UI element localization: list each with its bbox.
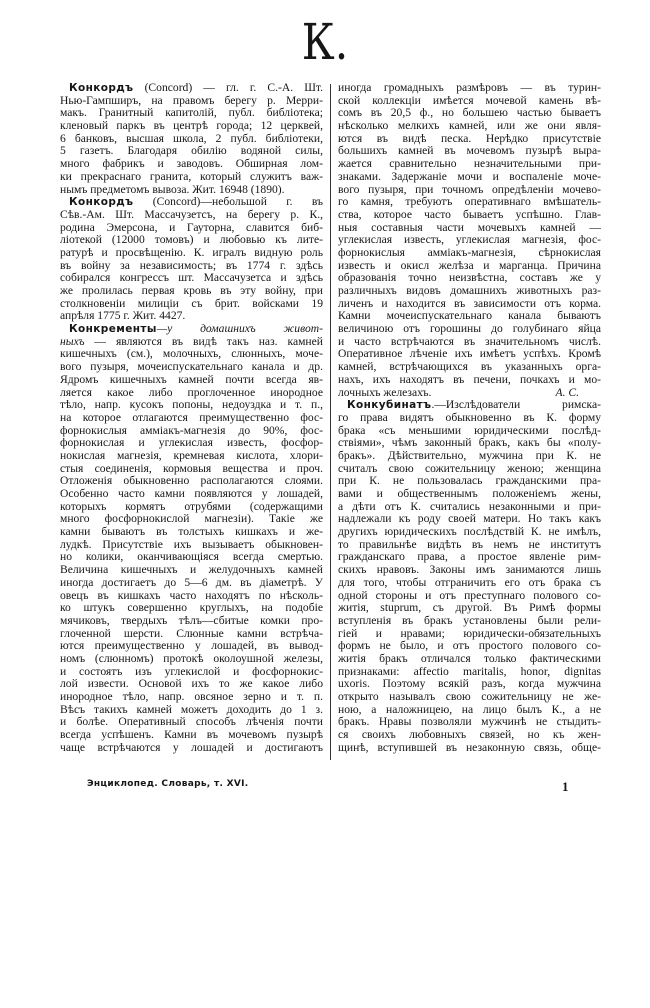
text-line: одной стороны и отъ преступнаго полового со-	[338, 589, 601, 602]
text-line: форнокислыя амміакъ-магнезія, сѣрнокислая	[338, 246, 601, 259]
text-line: стыя соединенія, кормовыя вещества и проч.	[60, 462, 323, 475]
text-line: Ядромъ кишечныхъ камней почти всегда яв-	[60, 373, 323, 386]
text-line: надлежали къ роду своей матери. Но такъ какъ	[338, 513, 601, 526]
text-line: 6 банковъ, высшая школа, 2 публ. библіотеки,	[60, 132, 323, 145]
text-line: овецъ въ кишкахъ часто находятъ по нѣсколь-	[60, 589, 323, 602]
text-line: щинѣ, вступившей въ незаконную связь, обще-	[338, 741, 601, 754]
entry-headword: Конкременты	[69, 323, 157, 336]
text-line: инородное тѣло, напр. овсяное зерно и т. п.	[60, 691, 323, 703]
text-line: Отложенія обыкновенно располагаются слоями.	[60, 475, 323, 488]
author-signature: А. С.	[555, 386, 579, 399]
entry-headword: Конкордъ	[69, 196, 134, 209]
footer-signature-mark: 1	[562, 779, 569, 794]
entry-headword: Конкордъ	[69, 82, 134, 94]
text-line: нымъ предметомъ вывоза. Жит. 16948 (1890).	[60, 183, 285, 196]
text-line: въ войну за независимость; въ 1774 г. здѣсь	[60, 259, 323, 272]
text-line	[60, 323, 323, 336]
right-column	[338, 82, 601, 754]
text-line: форнокислая и углекислая известь, фосфор-	[60, 437, 323, 450]
text-line: житія бракъ отличался только фактическими	[338, 652, 601, 665]
text-line: Сѣв.-Ам. Шт. Массачузетсъ, на берегу р. К.,	[60, 208, 323, 221]
text-segment: —у домашнихъ живот-	[156, 323, 323, 336]
text-line: камни бываютъ въ толстыхъ кишкахъ и же-	[60, 526, 323, 539]
text-line: которыхъ кормятъ отрубями (содержащими	[60, 500, 323, 513]
text-line: вами и общественнымъ положеніемъ жены,	[338, 488, 601, 500]
text-line: брака «съ меньшими юридическими послѣд-	[338, 424, 601, 437]
text-line: известь и окисл желѣза и марганца. Причина	[338, 259, 601, 272]
text-line: собирался конгрессъ шт. Массачузетса и здѣсь	[60, 272, 323, 285]
text-line: ки прекраснаго гранита, который служитъ важ-	[60, 170, 323, 183]
text-line: а дѣти отъ К. считались незаконными и при-	[338, 500, 601, 513]
text-line: открыто называлъ свою сожительницу не же-	[338, 691, 601, 703]
text-line: другихъ юридическихъ послѣдствій К. не имѣлъ,	[338, 526, 601, 539]
text-line: глоченной шерсти. Слюнные камни встрѣча-	[60, 627, 323, 640]
text-line: мячиковъ, твердыхъ тѣлъ—сбитые комки про-	[60, 614, 323, 627]
text-line	[338, 387, 601, 400]
text-segment: (Concord) — гл. г. С.-А. Шт.	[133, 82, 323, 94]
page-header-letter: К.	[301, 13, 349, 71]
text-line: ся своихъ любовныхъ связей, но къ жен-	[338, 729, 601, 742]
text-line: сомъ въ 20,5 ф., но большею частью бываетъ	[338, 107, 601, 120]
text-line: ются преимущественно у лошадей, въ вывод-	[60, 640, 323, 653]
text-line: камней, встрѣчающихся въ указанныхъ орга-	[338, 361, 601, 374]
text-line: Нью-Гампширъ, на правомъ берегу р. Мерри-	[60, 94, 323, 107]
text-line: ляется какое либо проглоченное инородное	[60, 386, 323, 399]
text-line: признаками: affectio maritalis, honor, dignitas	[338, 665, 601, 678]
text-line: образованія точно неизвѣстна, составъ же у	[338, 272, 601, 285]
text-line: иногда громадныхъ размѣровъ — въ турин-	[338, 82, 601, 94]
text-line: апрѣля 1775 г. Жит. 4427.	[60, 310, 186, 323]
text-line: всегда успѣшенъ. Камни въ мочевомъ пузырѣ	[60, 729, 323, 742]
text-line: нокислая магнезія, кремневая кислота, хлори-	[60, 449, 323, 462]
text-line: скихъ нравовъ. Законы имъ занимаются лишь	[338, 564, 601, 577]
text-line: ною, а наложницею, на лицо былъ К., а не	[338, 703, 601, 716]
text-line: ской коллекціи имѣется мочевой камень вѣ-	[338, 94, 601, 107]
text-line: бракъ». Дѣйствительно, мужчина при К. не	[338, 449, 601, 462]
text-line: гіей и нравами; юридически-обязательныхъ	[338, 627, 601, 640]
text-line: углекислая известь, углекислая магнезія, фос-	[338, 234, 601, 247]
text-line: столкновеніи милиціи съ брит. войсками 19	[60, 297, 323, 310]
text-line: го права видятъ обыкновенно въ К. форму	[338, 411, 601, 424]
text-line: считалъ свою сожительницу женою; женщина	[338, 462, 601, 475]
text-line	[338, 399, 601, 412]
text-segment: — являются въ видѣ такъ наз. камней	[84, 335, 323, 348]
text-line: чаще встрѣчаются у лошадей и достигаютъ	[60, 741, 323, 754]
text-line: ства, которое часто бываетъ успѣшно. Глав-	[338, 208, 601, 221]
footer-source: Энциклопед. Словарь, т. XVI.	[87, 779, 249, 789]
text-line: ствіями», чѣмъ законный бракъ, какъ бы «полу-	[338, 437, 601, 450]
text-line: на которое отлагаются преимущественно фос-	[60, 411, 323, 424]
text-line: тѣло, напр. кусокъ попоны, недоуздка и т. п.,	[60, 399, 323, 412]
text-line: личенъ и находится въ зависимости отъ корма.	[338, 297, 601, 310]
text-line: и болѣе. Оперативный способъ лѣченія почти	[60, 716, 323, 729]
text-segment: (Concord)—небольшой г. въ	[133, 196, 323, 209]
text-line: ліотекой (12000 томовъ) и любовью къ лите-	[60, 234, 323, 247]
entry-headword: Конкубинатъ	[347, 399, 432, 412]
text-line: величиною отъ горошины до голубинаго яйца	[338, 323, 601, 336]
text-line: Вѣсъ такихъ камней можетъ доходить до 1 з.	[60, 703, 323, 716]
text-line: форнокислыя амміакъ-магнезія до 90%, фос-	[60, 424, 323, 437]
text-line: много фосфорнокислой магнезіи). Такіе же	[60, 513, 323, 526]
text-line: нѣсколько мелкихъ камней, или же они явля-	[338, 120, 601, 133]
text-line: родина Эмерсона, и Гауторна, славится биб-	[60, 221, 323, 234]
text-line: для того, чтобы отграничить его отъ брака съ	[338, 576, 601, 589]
text-segment: .—Изслѣдователи римска-	[431, 399, 601, 412]
text-line: лудкѣ. Присутствіе ихъ вызываетъ обыкновен-	[60, 538, 323, 551]
text-line: иногда достигаетъ до 5—6 дм. въ діаметрѣ. У	[60, 576, 323, 589]
text-line: много фабрикъ и заводовъ. Обширная лом-	[60, 158, 323, 171]
text-segment: лочныхъ железахъ.	[338, 386, 432, 399]
text-line: бракъ. Нравы позволяли мужчинѣ не стыдить-	[338, 716, 601, 729]
text-line: то правильнѣе видѣть въ немъ не институтъ	[338, 538, 601, 551]
text-line	[60, 82, 323, 95]
text-line: номъ (слюнномъ) протокѣ околоушной железы,	[60, 652, 323, 665]
text-segment: ныхъ	[60, 335, 85, 348]
text-line: кишечныхъ (см.), молочныхъ, слюнныхъ, моче-	[60, 348, 323, 361]
text-line: Камни мочеиспускательнаго канала бываютъ	[338, 310, 601, 323]
text-line: гражданскаго права, а простое явленіе рим-	[338, 551, 601, 564]
text-line: кленовый паркъ въ центрѣ города; 12 церквей,	[60, 120, 323, 133]
text-line: 5 газетъ. Благодаря обилію водяной силы,	[60, 145, 323, 158]
text-line: ныя составныя части мочевыхъ камней —	[338, 221, 601, 234]
text-line: uxoris. Поэтому всякій разъ, когда мужчина	[338, 678, 601, 691]
text-line: но колики, оканчивающіяся всегда смертью.	[60, 551, 323, 564]
text-line: формъ не было, и отъ простого полового со-	[338, 640, 601, 653]
text-line: ко штукъ совершенно круглыхъ, на подобіе	[60, 602, 323, 615]
column-divider	[330, 84, 331, 760]
text-line: и часто встрѣчаются въ значительномъ числѣ.	[338, 335, 601, 348]
text-line: житія, stuprum, съ другой. Въ Римѣ формы	[338, 602, 601, 615]
text-line: при К. не пользовалась гражданскими пра-	[338, 475, 601, 488]
text-line: же пролилась первая кровь въ эту войну, при	[60, 285, 323, 297]
text-line: макъ. Гранитный капитолій, публ. библіотека;	[60, 107, 323, 120]
text-line	[60, 196, 323, 209]
text-line: ются въ видѣ песка. Нерѣдко присутствіе	[338, 132, 601, 145]
text-line: жается сравнительно незначительными при-	[338, 158, 601, 171]
text-line: нахъ, ихъ находятъ въ печени, почкахъ и мо-	[338, 373, 601, 386]
text-line	[60, 336, 323, 349]
text-line: го камня, требуютъ оперативнаго вмѣшатель-	[338, 196, 601, 209]
text-line: Оперативное лѣченіе ихъ имѣетъ успѣхъ. Кромѣ	[338, 348, 601, 361]
left-column	[60, 82, 323, 754]
text-line: большихъ камней въ мочевомъ пузырѣ выра-	[338, 145, 601, 158]
text-line: вого пузыря, при точномъ опредѣленіи мочево-	[338, 183, 601, 196]
text-line: вступленія въ бракъ установлены были рели-	[338, 614, 601, 627]
text-line: ратурѣ и просвѣщенію. К. игралъ видную роль	[60, 246, 323, 259]
text-line: и состоятъ изъ углекислой и фосфорнокис-	[60, 665, 323, 678]
text-line: лой извести. Основой ихъ то же какое либо	[60, 678, 323, 691]
text-line: Величина кишечныхъ и желудочныхъ камней	[60, 564, 323, 577]
text-line: различныхъ видовъ домашнихъ животныхъ раз-	[338, 285, 601, 297]
text-line: Особенно часто камни появляются у лошадей,	[60, 488, 323, 500]
text-line: вого пузыря, мочеиспускательнаго канала и др.	[60, 361, 323, 374]
text-line: знаками. Задержаніе мочи и воспаленіе моче-	[338, 170, 601, 183]
